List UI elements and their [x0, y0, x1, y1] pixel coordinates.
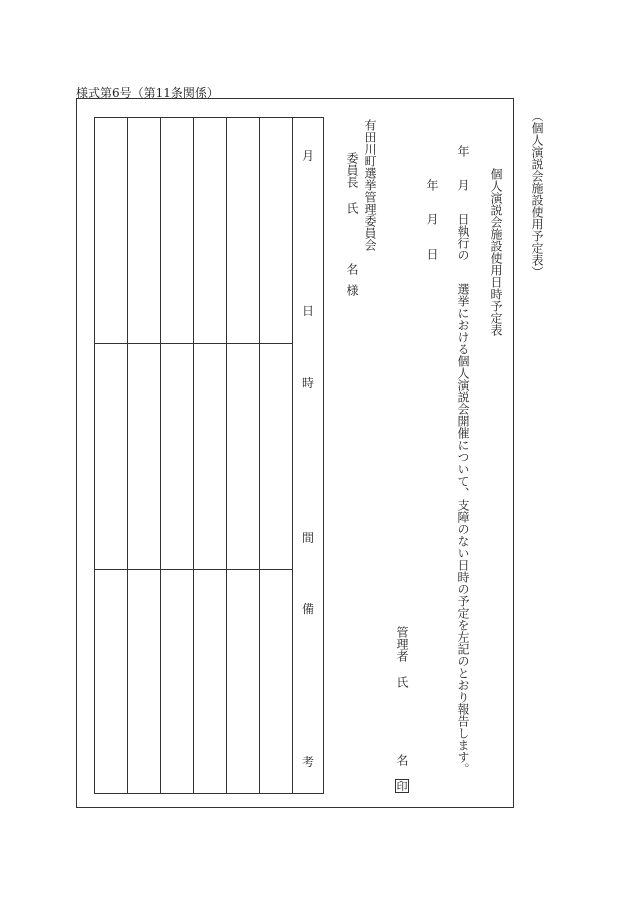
document-title: 個人演説会施設使用日時予定表 [489, 168, 503, 336]
table-column-line [160, 118, 161, 793]
addressee-org: 有田川町選挙管理委員会 [363, 119, 377, 251]
table-column-line [259, 118, 260, 793]
side-title: （個人演説会施設使用予定表） [530, 110, 544, 278]
table-column-line [226, 118, 227, 793]
addressee-name-2: 名 [345, 263, 359, 275]
header-day: 日 [301, 304, 315, 318]
manager-label: 管理者 [395, 626, 409, 662]
schedule-table [94, 117, 324, 794]
form-label: 様式第6号（第11条関係） [76, 86, 219, 100]
date-day: 日 [425, 248, 439, 260]
table-column-line [193, 118, 194, 793]
addressee-sama: 様 [345, 284, 359, 296]
manager-name-2: 名 [395, 754, 409, 766]
addressee-title: 委員長 [345, 152, 359, 188]
body-month: 月 [456, 179, 470, 191]
body-day-exec: 日執行の [456, 213, 470, 261]
body-text: 選挙における個人演説会開催について、支障のない日時の予定を左記のとおり報告します。 [456, 283, 470, 775]
manager-name-1: 氏 [395, 676, 409, 688]
header-note-2: 考 [301, 755, 315, 769]
header-time-2: 間 [301, 531, 315, 545]
date-month: 月 [425, 213, 439, 225]
header-month: 月 [301, 149, 315, 163]
header-time-1: 時 [301, 376, 315, 390]
seal-mark: 印 [396, 780, 408, 793]
date-year: 年 [425, 179, 439, 191]
addressee-name-1: 氏 [345, 202, 359, 214]
table-row-line [95, 343, 292, 344]
table-column-line [127, 118, 128, 793]
table-column-line [292, 118, 293, 793]
body-year: 年 [456, 145, 470, 157]
header-note-1: 備 [301, 602, 315, 616]
table-row-line [95, 569, 292, 570]
